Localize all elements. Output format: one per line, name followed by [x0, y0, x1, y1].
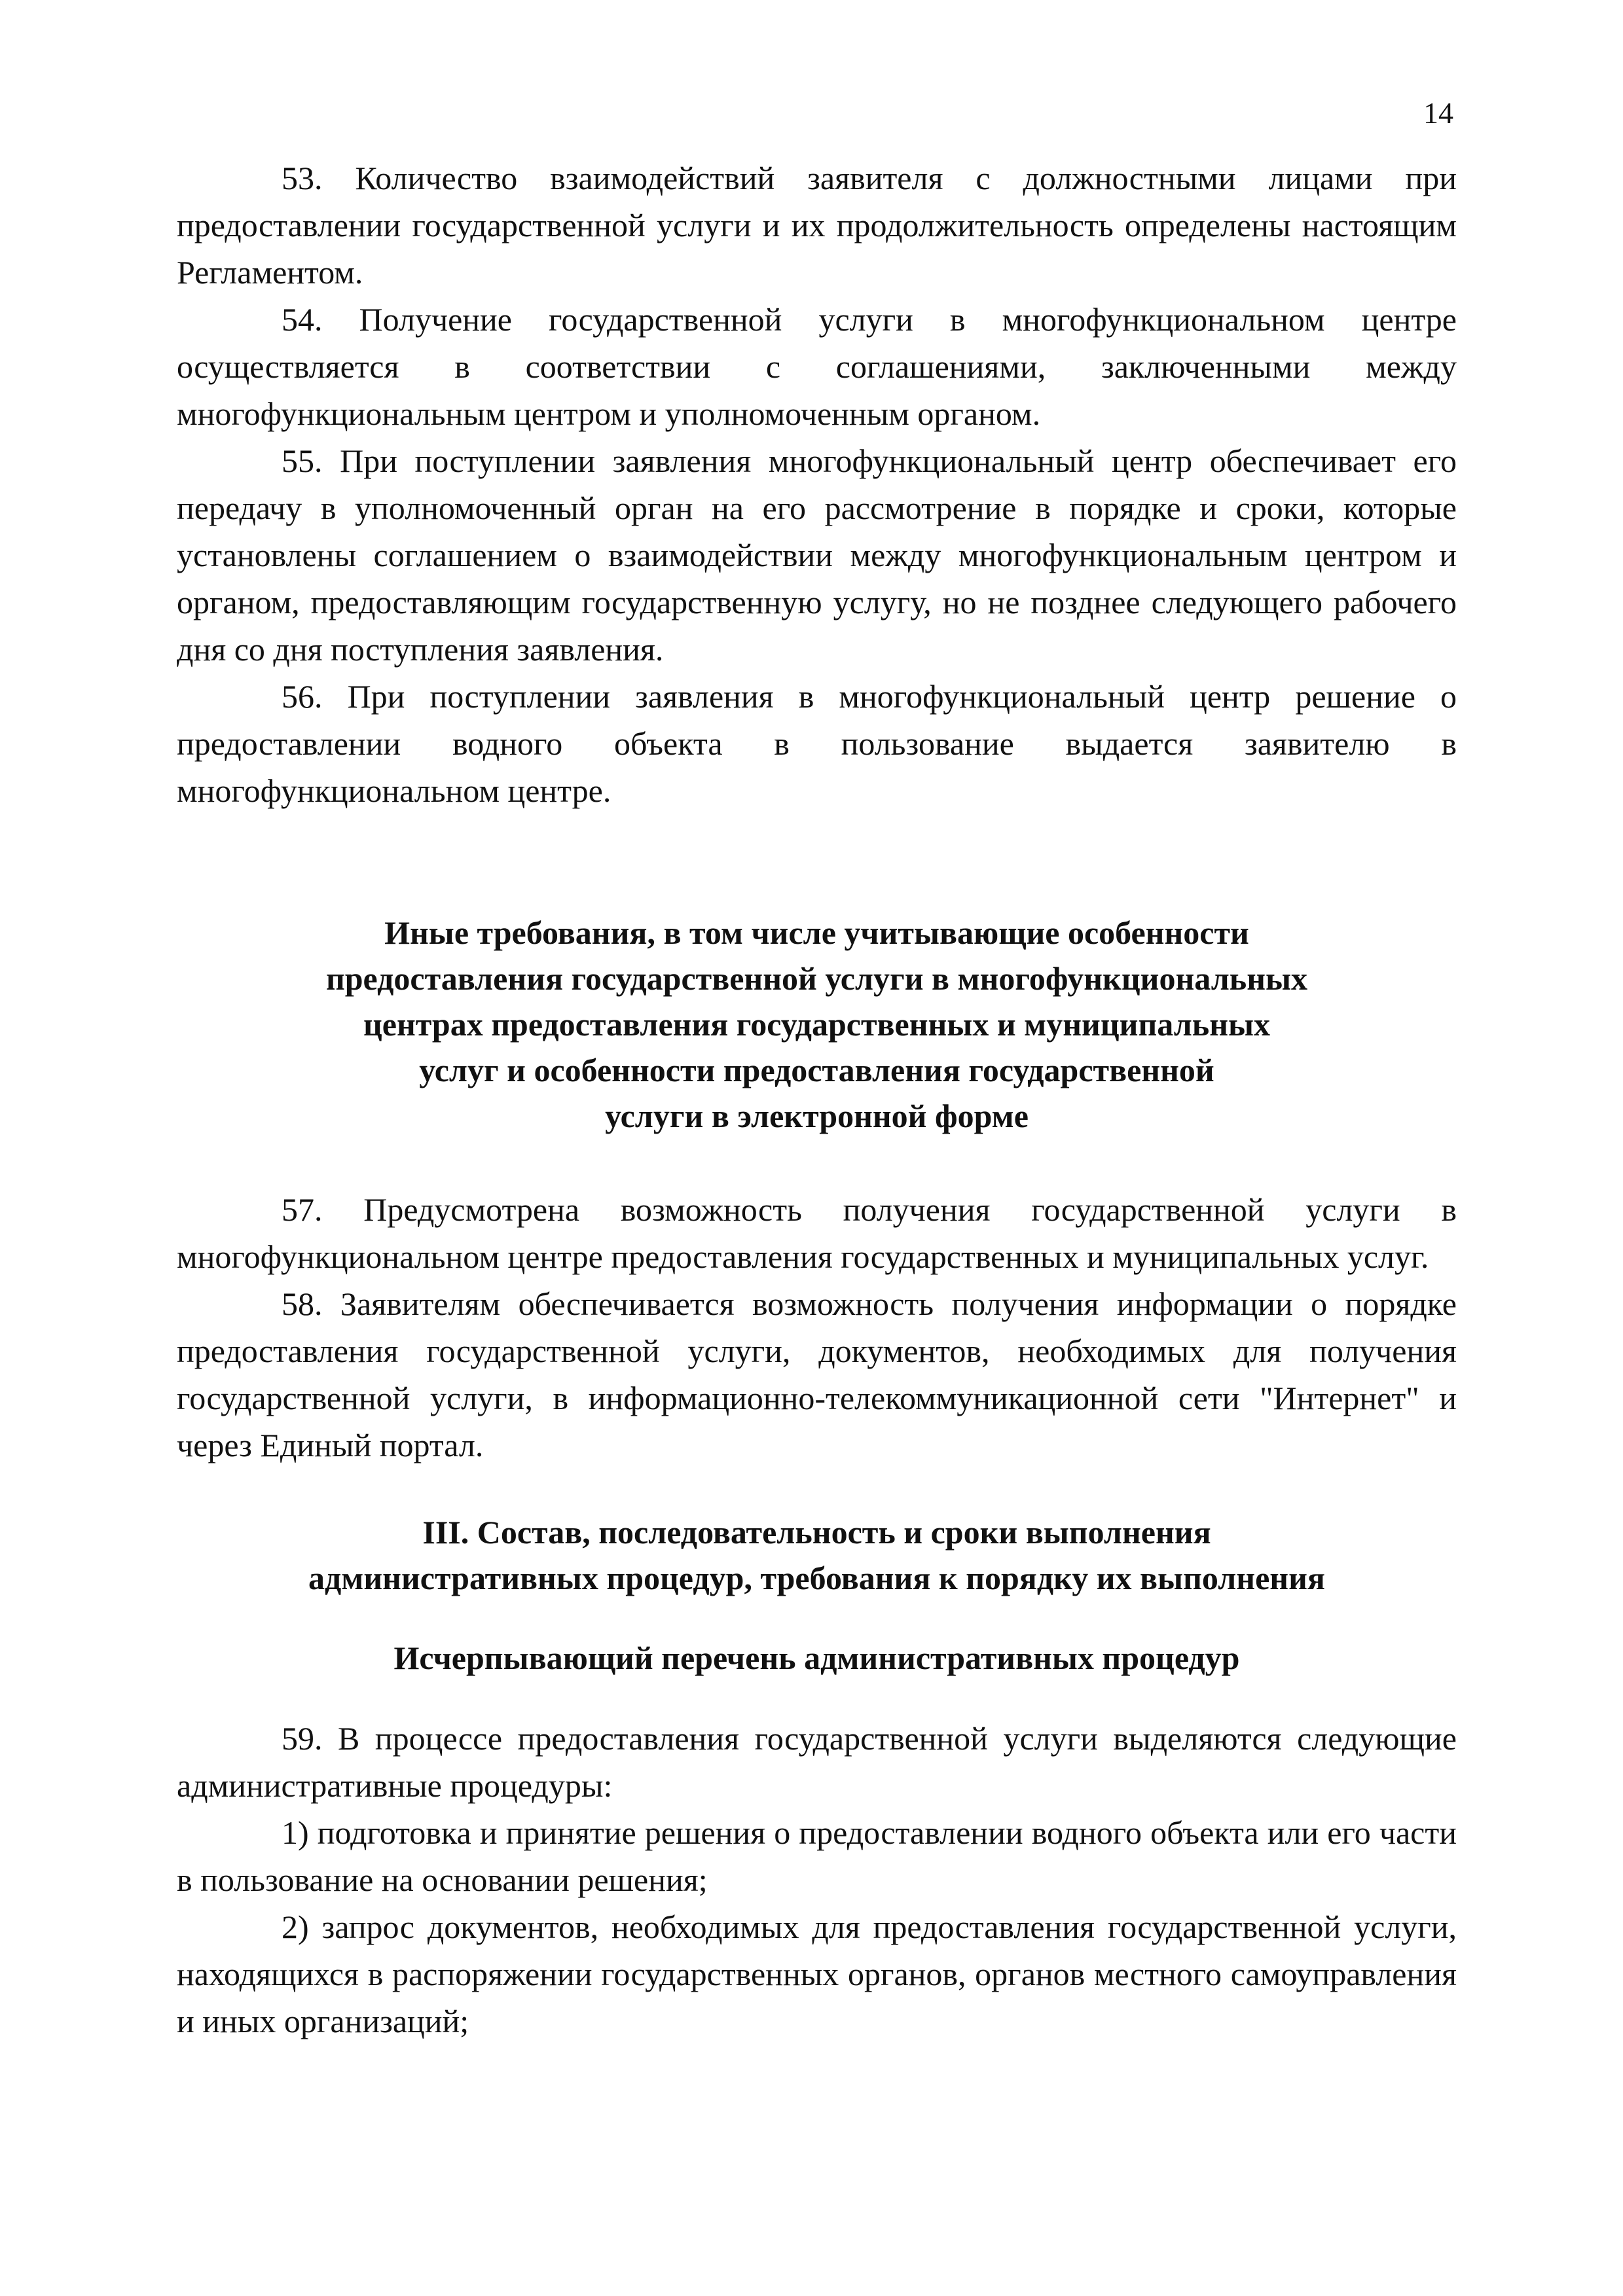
- heading-line: III. Состав, последовательность и сроки выполнения: [422, 1514, 1211, 1551]
- paragraph-57: 57. Предусмотрена возможность получения государственной услуги в многофункциональном центре предоставления государственных и муниципальных услуг.: [177, 1191, 1457, 1275]
- heading-other-requirements: [177, 910, 1457, 1139]
- paragraph-55: 55. При поступлении заявления многофункциональный центр обеспечивает его передачу в уполномоченный орган на его рассмотрение в порядке и сроки, которые установлены соглашением о взаимодействии между многофункциональным центром и органом, предоставляющим государственную услугу, но не позднее следующего рабочего дня со дня поступления заявления.: [177, 442, 1457, 668]
- paragraph-59: 59. В процессе предоставления государственной услуги выделяются следующие административные процедуры:: [177, 1720, 1457, 1804]
- heading-line: услуг и особенности предоставления государственной: [419, 1052, 1214, 1088]
- procedure-item-2: 2) запрос документов, необходимых для предоставления государственной услуги, находящихся в распоряжении государственных органов, органов местного самоуправления и иных организаций;: [177, 1909, 1457, 2039]
- heading-line: услуги в электронной форме: [605, 1098, 1029, 1134]
- heading-procedures-list: Исчерпывающий перечень административных процедур: [393, 1640, 1240, 1676]
- heading-line: административных процедур, требования к порядку их выполнения: [308, 1560, 1325, 1596]
- heading-line: Иные требования, в том числе учитывающие особенности: [384, 914, 1249, 951]
- paragraph-54: 54. Получение государственной услуги в многофункциональном центре осуществляется в соответствии с соглашениями, заключенными между многофункциональным центром и уполномоченным органом.: [177, 301, 1457, 432]
- procedure-item-1: 1) подготовка и принятие решения о предоставлении водного объекта или его части в пользование на основании решения;: [177, 1814, 1457, 1898]
- paragraph-56: 56. При поступлении заявления в многофункциональный центр решение о предоставлении водного объекта в пользование выдается заявителю в многофункциональном центре.: [177, 678, 1457, 809]
- paragraph-53: 53. Количество взаимодействий заявителя с должностными лицами при предоставлении государственной услуги и их продолжительность определены настоящим Регламентом.: [177, 160, 1457, 291]
- heading-section-3: [177, 1509, 1457, 1601]
- heading-line: предоставления государственной услуги в многофункциональных: [325, 960, 1308, 997]
- document-body: [177, 154, 1457, 2045]
- heading-line: центрах предоставления государственных и муниципальных: [363, 1006, 1271, 1043]
- page-number: 14: [1423, 96, 1453, 130]
- paragraph-58: 58. Заявителям обеспечивается возможность получения информации о порядке предоставления государственной услуги, документов, необходимых для получения государственной услуги, в информационно-телекоммуникационной сети "Интернет" и через Единый портал.: [177, 1285, 1457, 1463]
